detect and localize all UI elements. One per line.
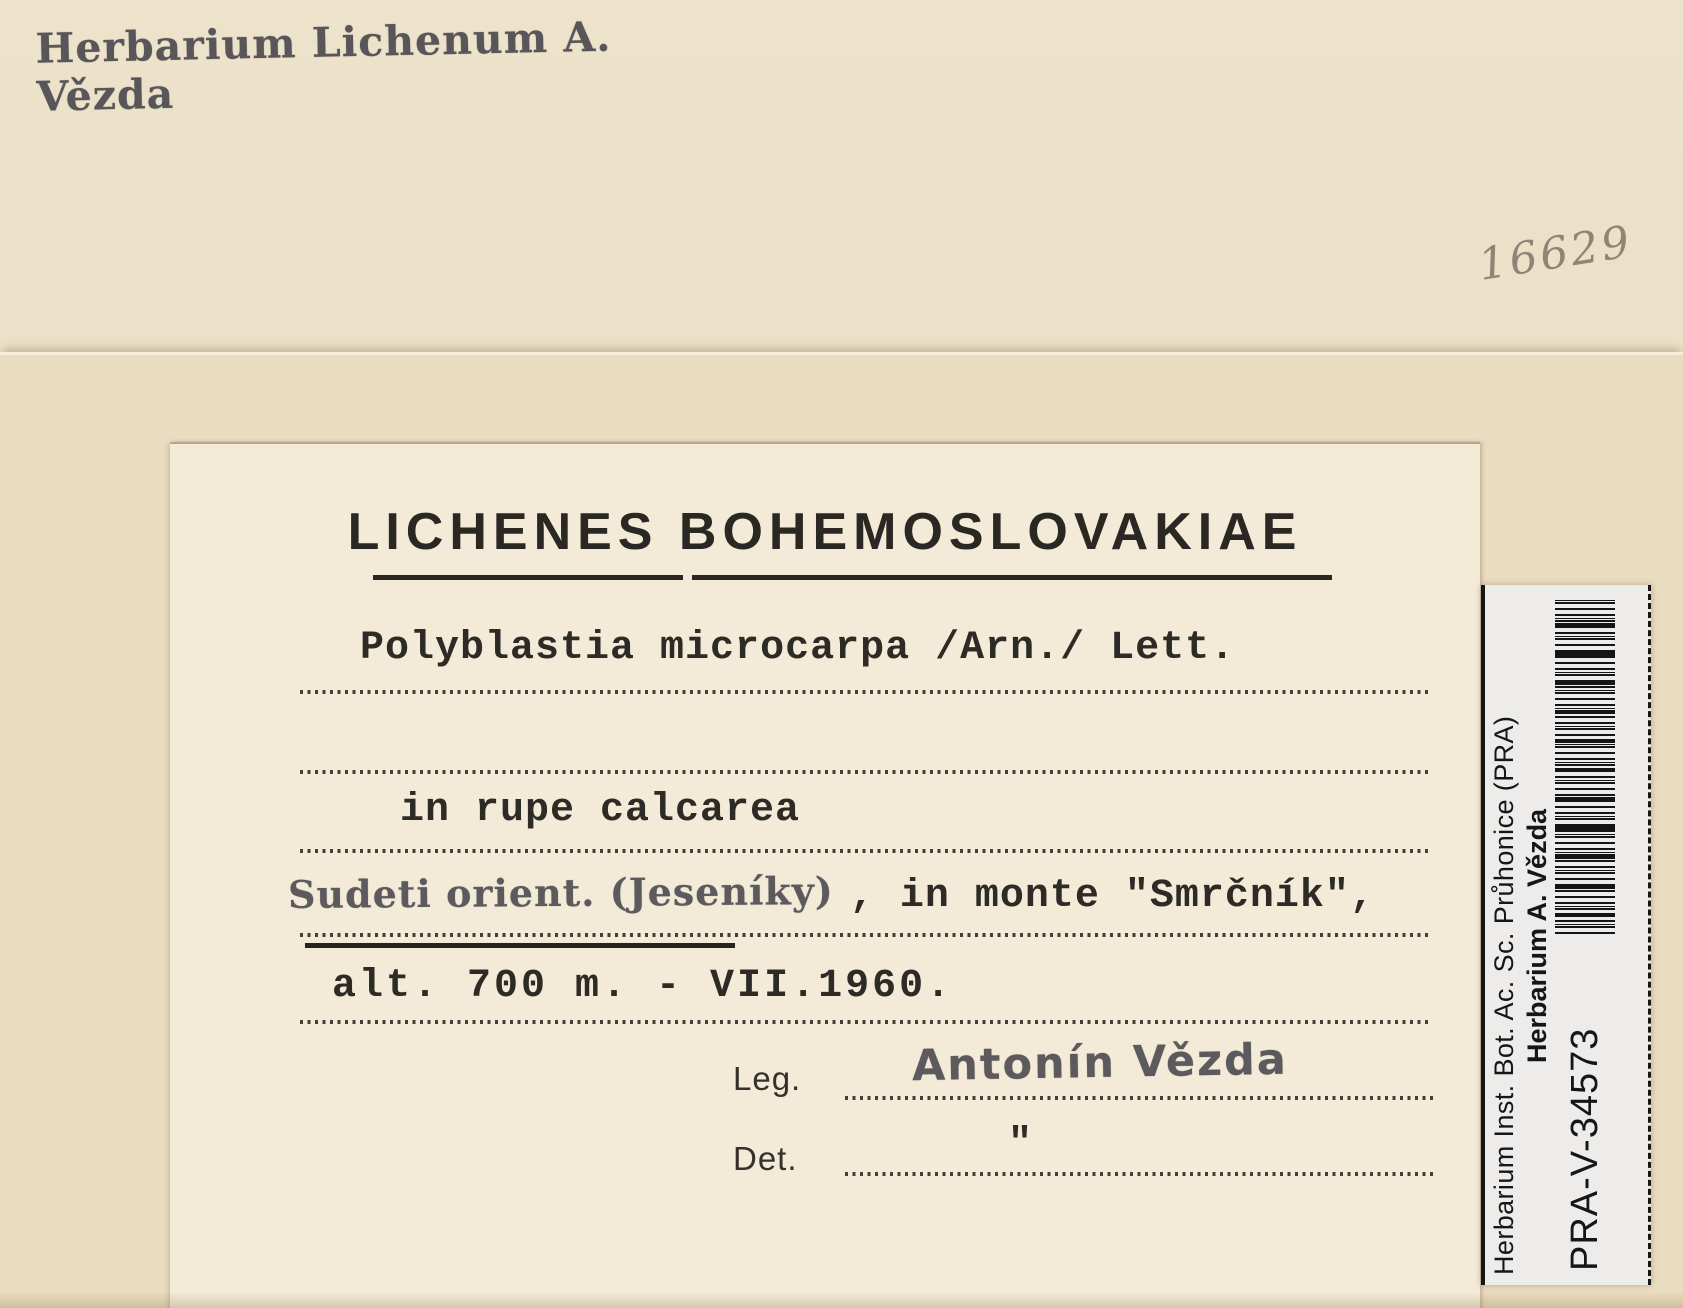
sticker-collection: Herbarium A. Vězda [1522,808,1552,1063]
locality-stamp-underline [305,943,735,948]
det-dotted-rule [845,1172,1435,1176]
locality-region-stamp: Sudeti orient. (Jeseníky) [287,868,834,917]
sticker-institution: Herbarium Inst. Bot. Ac. Sc. Průhonice (PRA) [1489,715,1519,1275]
sticker-code-row [1555,595,1615,1275]
altitude-date-line: alt. 700 m. - VII.1960. [332,964,954,1009]
det-ditto-mark: " [1008,1122,1034,1167]
handwritten-accession-number: 16629 [1474,216,1637,291]
herbarium-owner-stamp: Herbarium Lichenum A. Vězda [35,12,612,121]
herbarium-barcode-sticker [1481,585,1651,1285]
scan-bottom-shadow [0,1292,1683,1308]
dotted-rule-5 [300,1020,1430,1024]
title-underline-left [373,575,683,580]
locality-row [288,870,1375,919]
sticker-accession-code: PRA-V-34573 [1563,1027,1606,1271]
specimen-label [170,442,1480,1308]
label-title: LICHENES BOHEMOSLOVAKIAE [347,503,1303,561]
leg-dotted-rule [845,1096,1435,1100]
species-name: Polyblastia microcarpa /Arn./ Lett. [360,626,1236,671]
barcode [1555,599,1615,934]
leg-label: Leg. [733,1060,802,1097]
locality-typed: , in monte "Smrčník", [849,874,1375,919]
dotted-rule-2 [300,770,1430,774]
substrate-line: in rupe calcarea [400,788,801,833]
dotted-rule-1 [300,690,1430,694]
dotted-rule-3 [300,849,1430,853]
det-label: Det. [733,1140,798,1177]
collector-name-stamp: Antonín Vězda [911,1034,1289,1092]
title-underline [373,575,1332,580]
dotted-rule-4 [300,933,1430,937]
title-underline-right [692,575,1332,580]
